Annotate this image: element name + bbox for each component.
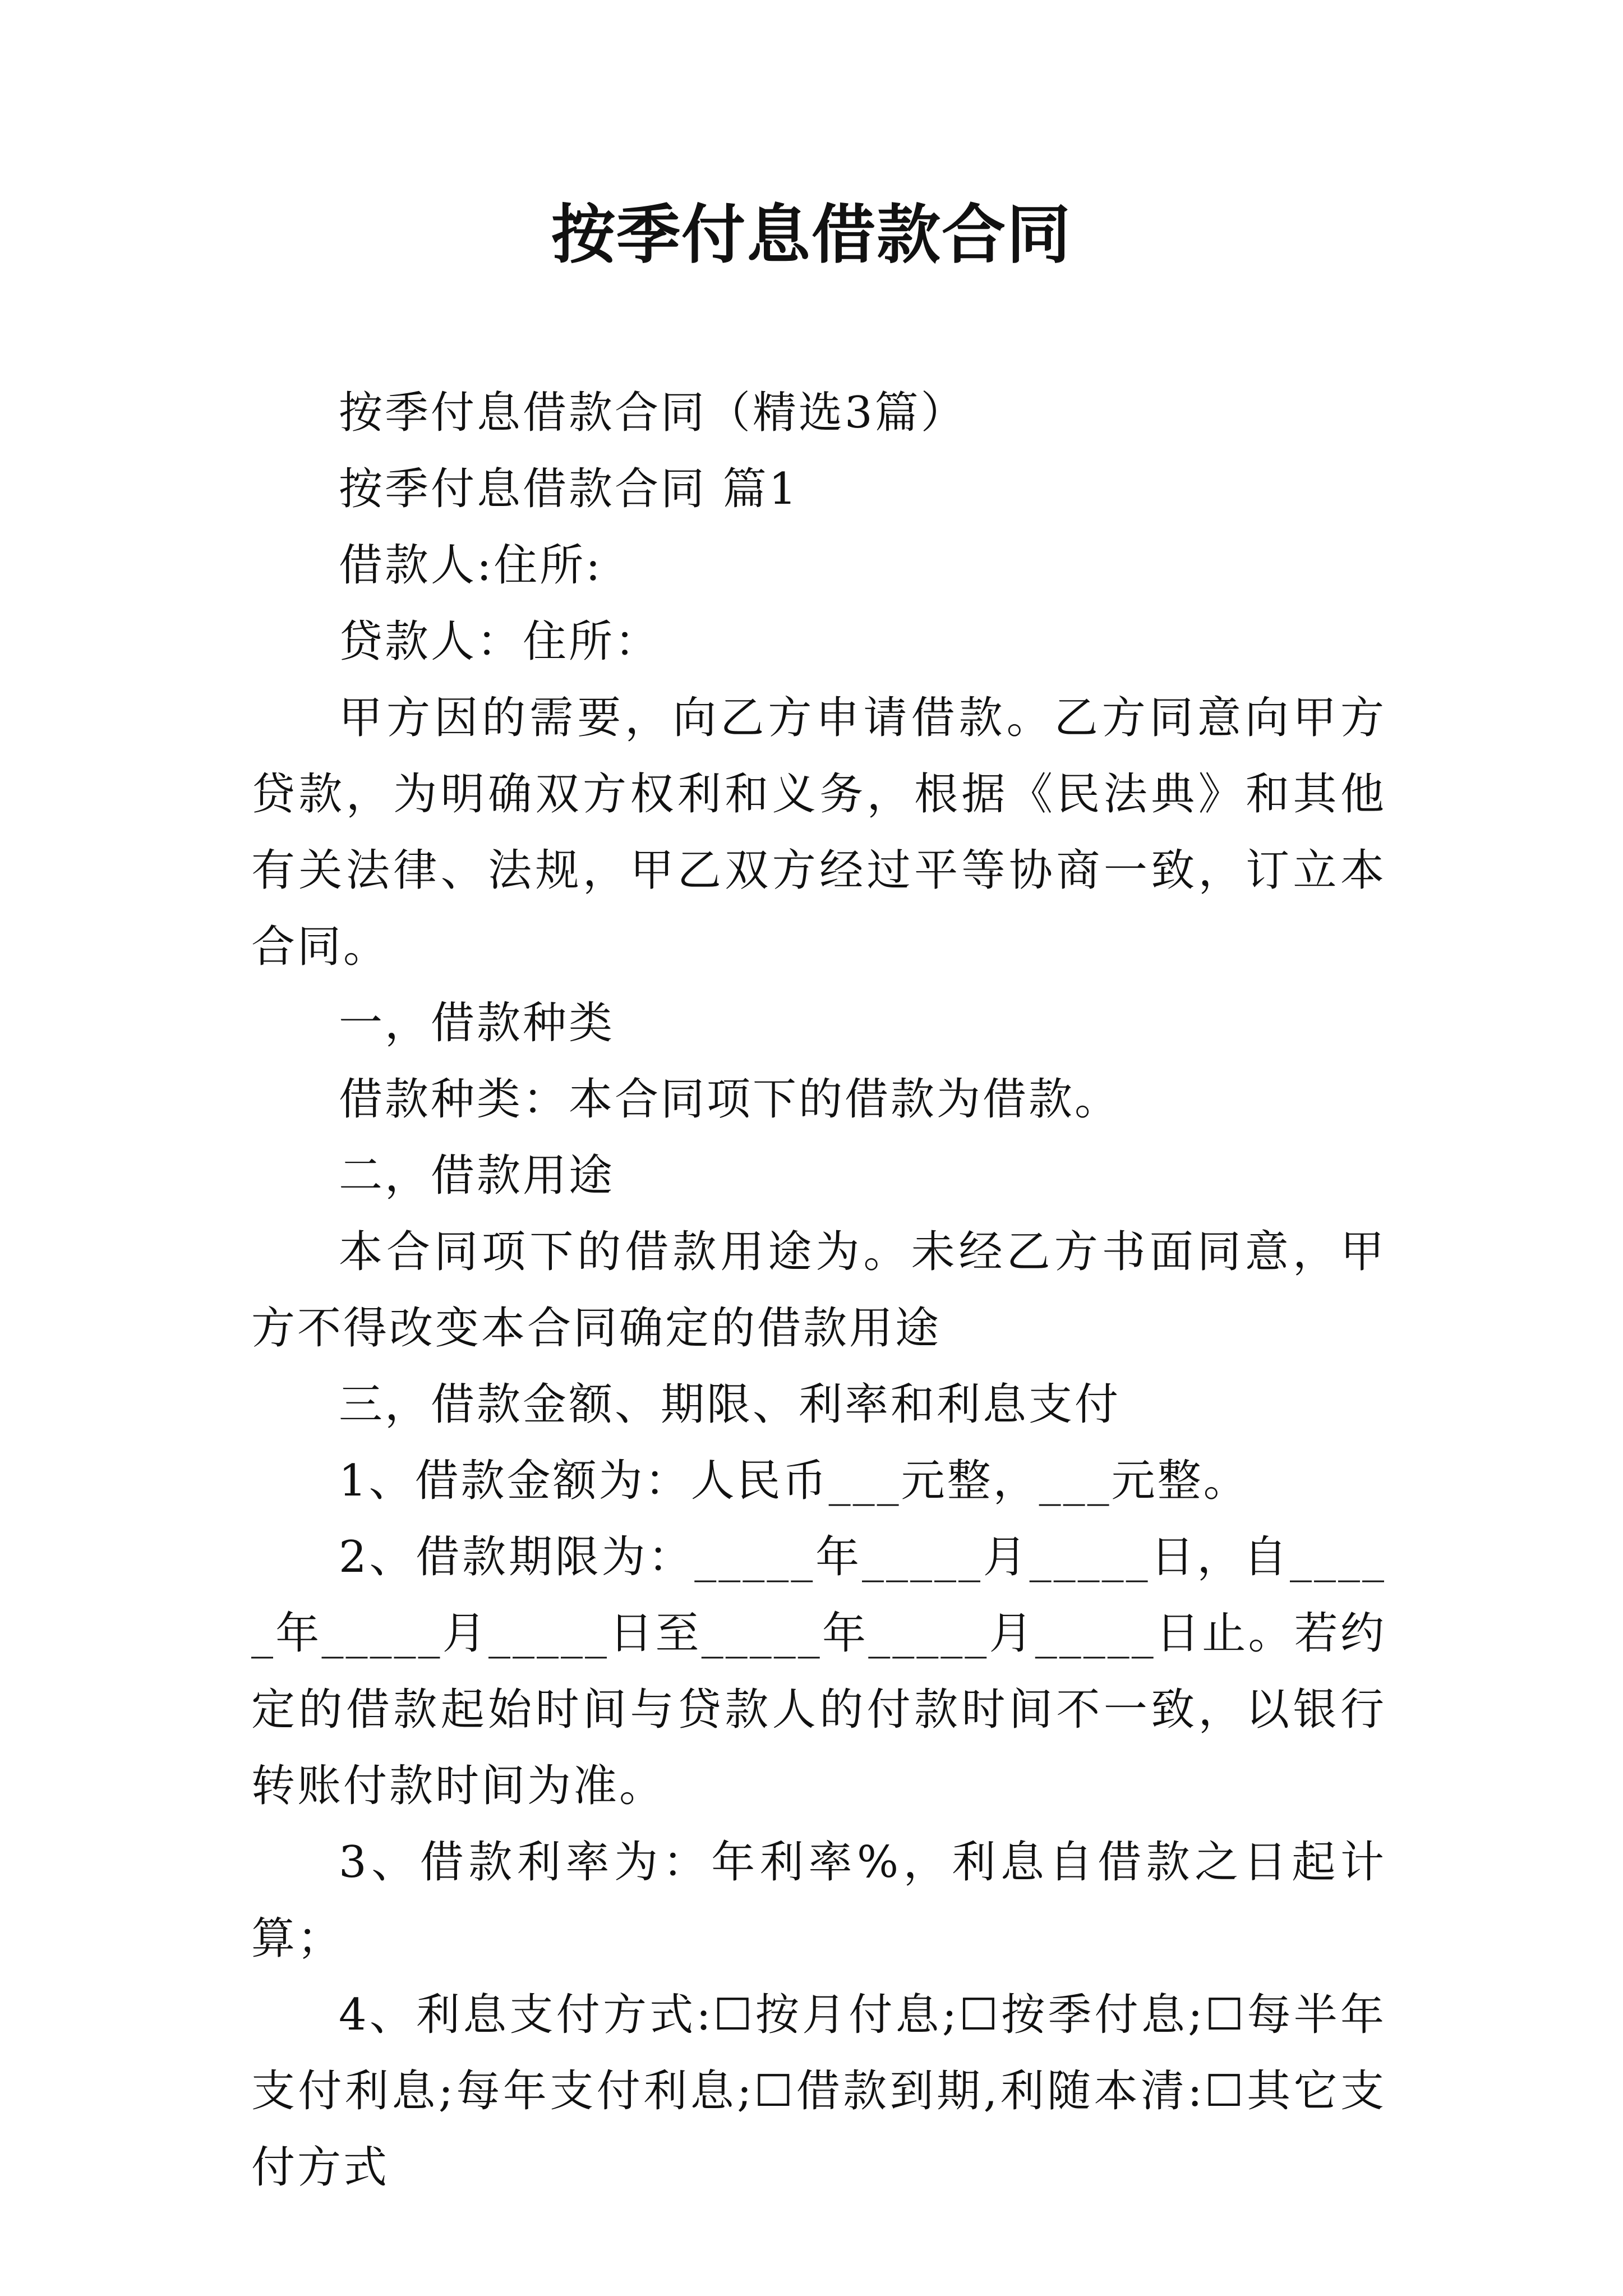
borrower-line: 借款人:住所: (339, 540, 603, 591)
interest-rate-paragraph: 3、借款利率为：年利率%，利息自借款之日起计算； (251, 1837, 1386, 1964)
loan-purpose-paragraph: 本合同项下的借款用途为。未经乙方书面同意，甲方不得改变本合同确定的借款用途 (251, 1227, 1386, 1354)
subtitle-paragraph: 按季付息借款合同（精选3篇） (339, 388, 967, 438)
document-title: 按季付息借款合同 (551, 197, 1072, 272)
clause-heading-loan-type: 一，借款种类 (339, 998, 615, 1048)
loan-term-paragraph: 2、借款期限为：_____年_____月_____日，自_____年_____月_____日至_____年_____月_____日止。若约定的借款起始时间与贷款人的付款时间不一致，以银行转账付款时间为准。 (251, 1532, 1386, 1811)
clause-heading-loan-purpose: 二，借款用途 (339, 1151, 615, 1201)
loan-amount-paragraph: 1、借款金额为：人民币___元整，___元整。 (339, 1456, 1249, 1506)
lender-line: 贷款人：住所： (339, 616, 661, 667)
document-body (251, 375, 1386, 2206)
section-heading-part-1: 按季付息借款合同 篇1 (339, 464, 799, 514)
clause-heading-amount-term-rate: 三，借款金额、期限、利率和利息支付 (339, 1379, 1121, 1430)
interest-payment-paragraph: 4、利息支付方式:☐按月付息;☐按季付息;☐每半年支付利息;每年支付利息;☐借款到期,利随本清:☐其它支付方式 (251, 1990, 1386, 2193)
loan-type-paragraph: 借款种类：本合同项下的借款为借款。 (339, 1074, 1121, 1125)
preamble-paragraph: 甲方因的需要，向乙方申请借款。乙方同意向甲方贷款，为明确双方权利和义务，根据《民法典》和其他有关法律、法规，甲乙双方经过平等协商一致，订立本合同。 (251, 693, 1386, 972)
